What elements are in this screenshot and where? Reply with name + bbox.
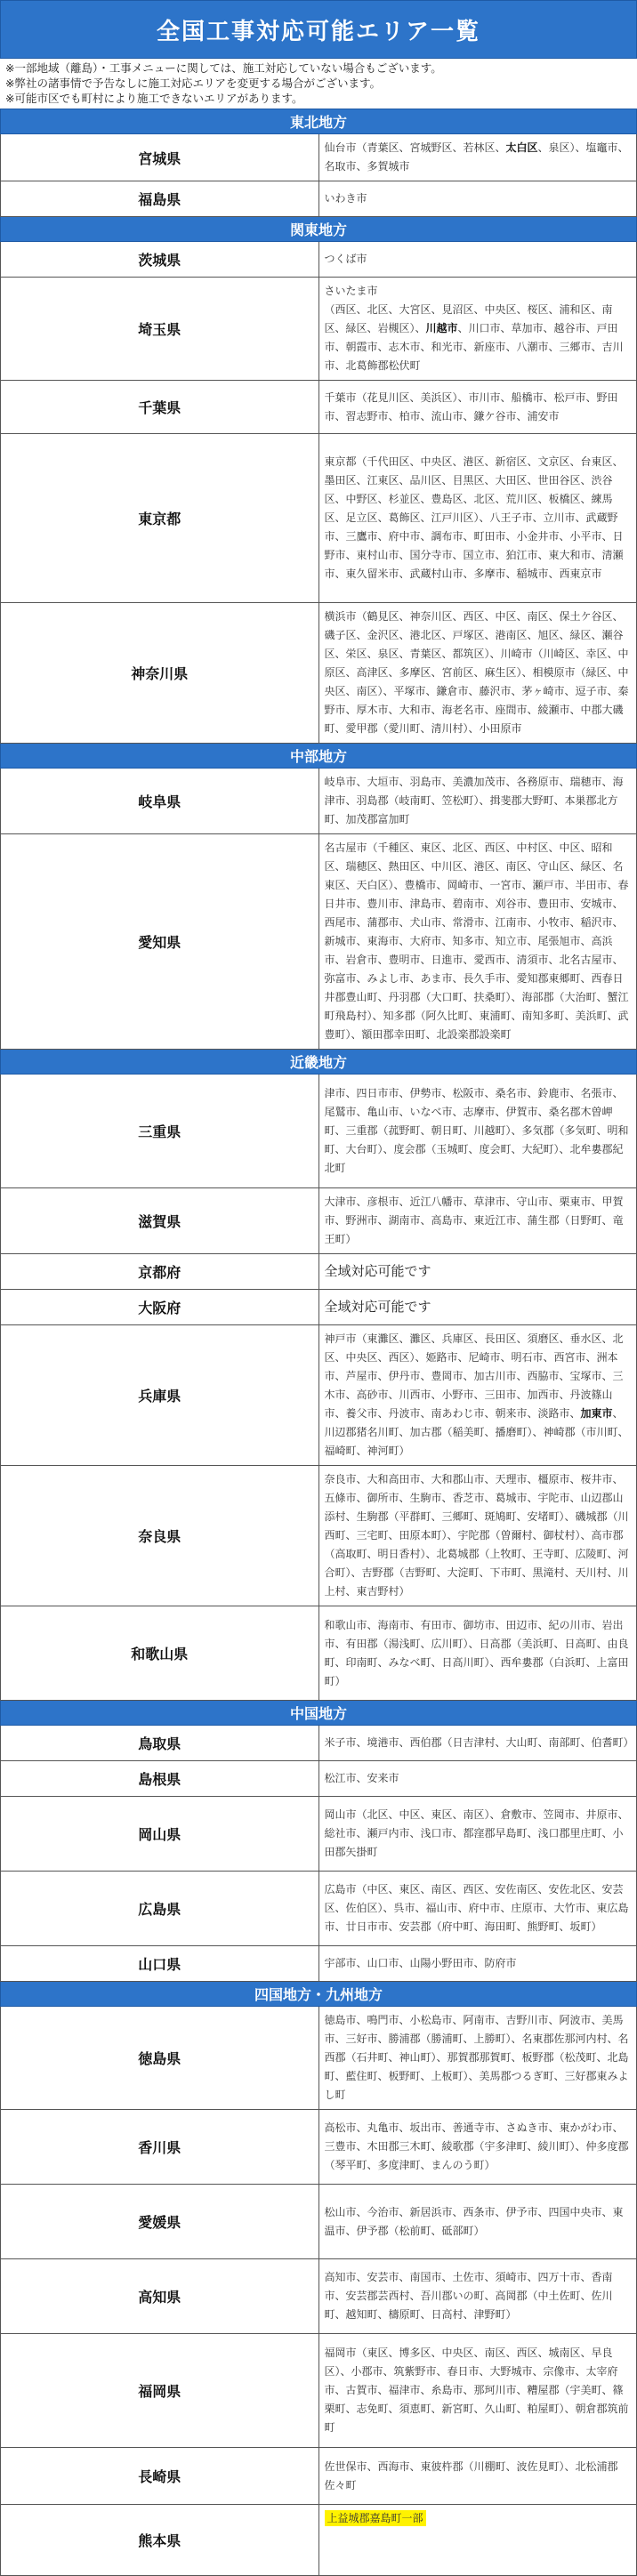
city-text [325, 391, 618, 423]
city-list [318, 1254, 637, 1290]
prefecture-name: 京都府 [1, 1254, 319, 1290]
city-list [318, 2259, 637, 2334]
city-list [318, 769, 637, 834]
table-row [1, 2259, 637, 2334]
city-segment: 米子市、境港市、西伯郡（日吉津村、大山町、南部町、伯耆町） [324, 1736, 634, 1749]
city-segment: 和歌山市、海南市、有田市、御坊市、田辺市、紀の川市、岩出市、有田郡（湯浅町、広川町）、日高郡（美浜町、日高町、由良町、印南町、みなべ町、日高川町）、西牟婁郡（白浜町、上富田町） [324, 1618, 629, 1687]
city-list [318, 1606, 637, 1701]
city-text [325, 2014, 629, 2101]
table-row [1, 2334, 637, 2448]
table-row [1, 2505, 637, 2576]
city-text [325, 841, 629, 1041]
city-list [318, 1797, 637, 1872]
city-list [318, 242, 637, 278]
city-segment: 奈良市、大和高田市、大和郡山市、天理市、橿原市、桜井市、五條市、御所市、生駒市、香芝市、葛城市、宇陀市、山辺郡山添村、生駒郡（平群町、三郷町、斑鳩町、安堵町）、磯城郡（川西町、三宅町、田原本町）、宇陀郡（曽爾村、御杖村）、高市郡（高取町、明日香村）、北葛城郡（上牧町、王寺町、広陵町、河合町）、吉野郡（吉野町、大淀町、下市町、黒滝村、天川村、川上村、東吉野村） [324, 1473, 629, 1598]
city-segment: 千葉市（花見川区、美浜区）、市川市、船橋市、松戸市、野田市、習志野市、柏市、流山市、鎌ケ谷市、浦安市 [324, 390, 618, 423]
city-list [318, 434, 637, 603]
city-text [325, 192, 367, 205]
table-row [1, 181, 637, 217]
table-row [1, 2185, 637, 2259]
table-row [1, 2110, 637, 2185]
highlighted-city-text [325, 2510, 426, 2526]
table-row [1, 1606, 637, 1701]
city-segment: さいたま市 [324, 285, 378, 297]
city-list [318, 1290, 637, 1325]
city-text [325, 610, 629, 735]
city-list [318, 181, 637, 217]
prefecture-name: 東京都 [1, 434, 319, 603]
prefecture-name: 埼玉県 [1, 278, 319, 381]
city-list [318, 2334, 637, 2448]
city-segment: 福岡市（東区、博多区、中央区、南区、西区、城南区、早良区）、小郡市、筑紫野市、春日市、大野城市、宗像市、太宰府市、古賀市、福津市、糸島市、那珂川市、糟屋郡（宇美町、篠栗町、志免町、須恵町、新宮町、久山町、粕屋町）、朝倉郡筑前町 [324, 2347, 629, 2434]
city-text [325, 141, 629, 173]
city-text [325, 1808, 629, 1858]
city-list [318, 1726, 637, 1761]
city-text [325, 455, 624, 580]
prefecture-name: 島根県 [1, 1761, 319, 1797]
city-segment: 全域対応可能です [324, 1262, 431, 1279]
city-segment: 岡山市（北区、中区、東区、南区）、倉敷市、笠岡市、井原市、総社市、瀬戸内市、浅口市、都窪郡早島町、浅口郡里庄町、小田郡矢掛町 [324, 1808, 629, 1858]
city-list [318, 834, 637, 1050]
city-segment: 上益城郡嘉島町一部 [327, 2512, 423, 2524]
city-text [325, 253, 367, 265]
city-bold: 太白区 [505, 141, 538, 154]
notes [0, 59, 637, 109]
prefecture-name: 三重県 [1, 1075, 319, 1188]
table-row [1, 242, 637, 278]
city-segment: 仙台市（青葉区、宮城野区、若林区、 [324, 141, 506, 154]
region-header [1, 217, 637, 242]
table-row [1, 1254, 637, 1290]
prefecture-name: 奈良県 [1, 1466, 319, 1606]
city-list [318, 1761, 637, 1797]
prefecture-name: 鳥取県 [1, 1726, 319, 1761]
city-segment: 宇部市、山口市、山陽小野田市、防府市 [324, 1957, 517, 1969]
city-list [318, 1946, 637, 1982]
table-row [1, 1188, 637, 1254]
city-segment: 、川辺郡猪名川町、加古郡（稲美町、播磨町）、神崎郡（市川町、福崎町、神河町） [324, 1407, 629, 1457]
table-row [1, 1290, 637, 1325]
city-bold: 川越市 [425, 322, 458, 334]
city-segment: 、泉区）、塩竈市、名取市、多賀城市 [324, 141, 629, 173]
city-segment: 全域対応可能です [324, 1298, 431, 1315]
city-segment: 岐阜市、大垣市、羽島市、美濃加茂市、各務原市、瑞穂市、海津市、羽島郡（岐南町、笠松町）、揖斐郡大野町、本巣郡北方町、加茂郡富加町 [324, 776, 624, 825]
table-row [1, 278, 637, 381]
city-list [318, 2505, 637, 2576]
city-text [325, 2460, 618, 2491]
prefecture-name: 兵庫県 [1, 1325, 319, 1466]
city-segment: 津市、四日市市、伊勢市、松阪市、桑名市、鈴鹿市、名張市、尾鷲市、亀山市、いなべ市、志摩市、伊賀市、桑名郡木曽岬町、三重郡（菰野町、朝日町、川越町）、多気郡（多気町、明和町、大台町）、度会郡（玉城町、度会町、大紀町）、北牟婁郡紀北町 [324, 1087, 629, 1174]
table-row [1, 1325, 637, 1466]
city-text [325, 1263, 431, 1279]
table-row [1, 1761, 637, 1797]
city-segment: 高松市、丸亀市、坂出市、善通寺市、さぬき市、東かがわ市、三豊市、木田郡三木町、綾歌郡（宇多津町、綾川町）、仲多度郡（琴平町、多度津町、まんのう町） [324, 2121, 629, 2171]
prefecture-name: 愛知県 [1, 834, 319, 1050]
prefecture-name: 広島県 [1, 1872, 319, 1946]
table-row [1, 2007, 637, 2110]
city-text [325, 1195, 624, 1245]
table-row [1, 1946, 637, 1982]
city-segment: 広島市（中区、東区、南区、西区、安佐南区、安佐北区、安芸区、佐伯区）、呉市、福山市、府中市、庄原市、大竹市、東広島市、廿日市市、安芸郡（府中町、海田町、熊野町、坂町） [324, 1883, 629, 1933]
city-text [325, 1299, 431, 1315]
region-header [1, 1050, 637, 1075]
prefecture-name: 高知県 [1, 2259, 319, 2334]
city-text [325, 2271, 613, 2321]
prefecture-name: 宮城県 [1, 134, 319, 181]
prefecture-name: 山口県 [1, 1946, 319, 1982]
area-table [0, 109, 637, 2576]
table-row [1, 1797, 637, 1872]
city-list [318, 278, 637, 381]
city-list [318, 2007, 637, 2110]
city-text [325, 1473, 629, 1598]
city-text [325, 2121, 629, 2171]
table-row [1, 769, 637, 834]
table-row [1, 1466, 637, 1606]
region-header [1, 109, 637, 134]
prefecture-name: 熊本県 [1, 2505, 319, 2576]
city-list [318, 134, 637, 181]
table-row [1, 1726, 637, 1761]
city-text [325, 1087, 629, 1174]
table-row [1, 134, 637, 181]
city-list [318, 2110, 637, 2185]
city-text [325, 285, 624, 372]
city-segment: 松山市、今治市、新居浜市、西条市、伊予市、四国中央市、東温市、伊予郡（松前町、砥部町） [324, 2205, 624, 2237]
city-segment: 横浜市（鶴見区、神奈川区、西区、中区、南区、保土ケ谷区、磯子区、金沢区、港北区、戸塚区、港南区、旭区、緑区、瀬谷区、栄区、泉区、青葉区、都筑区）、川崎市（川崎区、幸区、中原区、高津区、多摩区、宮前区、麻生区）、相模原市（緑区、中央区、南区）、平塚市、鎌倉市、藤沢市、茅ヶ崎市、逗子市、秦野市、厚木市、大和市、海老名市、座間市、綾瀬市、中郡大磯町、愛甲郡（愛川町、清川村）、小田原市 [324, 610, 629, 735]
city-segment: 名古屋市（千種区、東区、北区、西区、中村区、中区、昭和区、瑞穂区、熱田区、中川区、港区、南区、守山区、緑区、名東区、天白区）、豊橋市、岡崎市、一宮市、瀬戸市、半田市、春日井市、豊川市、津島市、碧南市、刈谷市、豊田市、安城市、西尾市、蒲郡市、犬山市、常滑市、江南市、小牧市、稲沢市、新城市、東海市、大府市、知多市、知立市、尾張旭市、高浜市、岩倉市、豊明市、日進市、愛西市、清須市、北名古屋市、弥富市、みよし市、あま市、長久手市、愛知郡東郷町、西春日井郡豊山町、丹羽郡（大口町、扶桑町）、海部郡（大治町、蟹江町飛島村）、知多郡（阿久比町、東浦町、南知多町、美浜町、武豊町）、額田郡幸田町、北設楽郡設楽町 [324, 841, 629, 1041]
prefecture-name: 愛媛県 [1, 2185, 319, 2259]
city-segment: 、川口市、草加市、越谷市、戸田市、朝霞市、志木市、和光市、新座市、八潮市、三郷市、吉川市、北葛飾郡松伏町 [324, 322, 624, 372]
city-segment: 東京都（千代田区、中央区、港区、新宿区、文京区、台東区、墨田区、江東区、品川区、目黒区、大田区、世田谷区、渋谷区、中野区、杉並区、豊島区、北区、荒川区、板橋区、練馬区、足立区、葛飾区、江戸川区）、八王子市、立川市、武蔵野市、三鷹市、府中市、調布市、町田市、小金井市、小平市、日野市、東村山市、国分寺市、国立市、狛江市、東大和市、清瀬市、東久留米市、武蔵村山市、多摩市、稲城市、西東京市 [324, 455, 624, 580]
city-list [318, 1075, 637, 1188]
city-segment: 神戸市（東灘区、灘区、兵庫区、長田区、須磨区、垂水区、北区、中央区、西区）、姫路市、尼崎市、明石市、西宮市、洲本市、芦屋市、伊丹市、豊岡市、加古川市、西脇市、宝塚市、三木市、高砂市、川西市、小野市、三田市、加西市、丹波篠山市、養父市、丹波市、南あわじ市、朝来市、淡路市、 [324, 1332, 624, 1420]
city-segment: いわき市 [324, 192, 367, 205]
note-line: ※一部地域（離島）・工事メニューに関しては、施工対応していない場合もございます。 [5, 61, 442, 75]
region-header [1, 1701, 637, 1726]
city-list [318, 1188, 637, 1254]
table-row [1, 434, 637, 603]
table-row [1, 1075, 637, 1188]
region-header [1, 744, 637, 769]
city-text [325, 776, 624, 825]
region-header [1, 1982, 637, 2007]
city-text [325, 1619, 629, 1687]
city-text [325, 2206, 624, 2237]
region-name: 関東地方 [1, 217, 637, 242]
city-text [325, 2347, 629, 2434]
city-text [325, 1332, 629, 1457]
city-segment: （西区、北区、大宮区、見沼区、中央区、桜区、浦和区、南区、緑区、岩槻区）、 [324, 303, 613, 334]
prefecture-name: 千葉県 [1, 381, 319, 434]
prefecture-name: 長崎県 [1, 2448, 319, 2505]
prefecture-name: 香川県 [1, 2110, 319, 2185]
table-row [1, 1872, 637, 1946]
city-list [318, 603, 637, 744]
region-name: 中国地方 [1, 1701, 637, 1726]
prefecture-name: 岐阜県 [1, 769, 319, 834]
region-name: 中部地方 [1, 744, 637, 769]
city-segment: 大津市、彦根市、近江八幡市、草津市、守山市、栗東市、甲賀市、野洲市、湖南市、高島市、東近江市、蒲生郡（日野町、竜王町） [324, 1195, 624, 1245]
city-segment: 徳島市、鳴門市、小松島市、阿南市、吉野川市、阿波市、美馬市、三好市、勝浦郡（勝浦町、上勝町）、名東郡佐那河内村、名西郡（石井町、神山町）、那賀郡那賀町、板野郡（松茂町、北島町、藍住町、板野町、上板町）、美馬郡つるぎ町、三好郡東みよし町 [324, 2014, 629, 2101]
city-segment: 松江市、安来市 [324, 1772, 399, 1784]
region-name: 四国地方・九州地方 [1, 1982, 637, 2007]
prefecture-name: 福岡県 [1, 2334, 319, 2448]
prefecture-name: 大阪府 [1, 1290, 319, 1325]
city-list [318, 381, 637, 434]
prefecture-name: 岡山県 [1, 1797, 319, 1872]
prefecture-name: 茨城県 [1, 242, 319, 278]
city-list [318, 2448, 637, 2505]
city-segment: 高知市、安芸市、南国市、土佐市、須崎市、四万十市、香南市、安芸郡芸西村、吾川郡いの町、高岡郡（中土佐町、佐川町、越知町、檮原町、日高村、津野町） [324, 2271, 613, 2321]
prefecture-name: 徳島県 [1, 2007, 319, 2110]
table-row [1, 603, 637, 744]
page-title: 全国工事対応可能エリア一覧 [0, 0, 637, 59]
city-segment: 佐世保市、西海市、東彼杵郡（川棚町、波佐見町）、北松浦郡佐々町 [324, 2459, 618, 2491]
city-text [325, 1957, 517, 1969]
note-line: ※弊社の諸事情で予告なしに施工対応エリアを変更する場合がございます。 [5, 76, 381, 90]
region-name: 近畿地方 [1, 1050, 637, 1075]
table-row [1, 2448, 637, 2505]
prefecture-name: 福島県 [1, 181, 319, 217]
city-list [318, 1325, 637, 1466]
city-segment: つくば市 [324, 253, 367, 265]
prefecture-name: 滋賀県 [1, 1188, 319, 1254]
city-list [318, 2185, 637, 2259]
city-text [325, 1772, 399, 1784]
note-line: ※可能市区でも町村により施工できないエリアがあります。 [5, 92, 303, 105]
region-name: 東北地方 [1, 109, 637, 134]
table-row [1, 834, 637, 1050]
city-bold: 加東市 [580, 1407, 613, 1420]
prefecture-name: 神奈川県 [1, 603, 319, 744]
city-list [318, 1872, 637, 1946]
city-text [325, 1883, 629, 1933]
prefecture-name: 和歌山県 [1, 1606, 319, 1701]
city-text [325, 1736, 634, 1749]
table-row [1, 381, 637, 434]
city-list [318, 1466, 637, 1606]
